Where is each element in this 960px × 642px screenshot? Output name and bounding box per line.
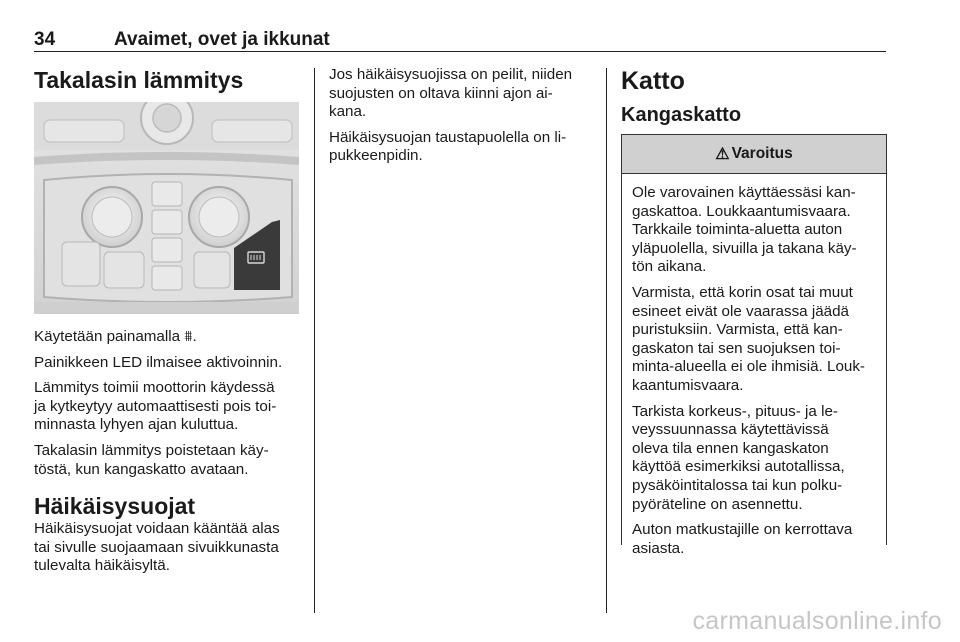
paragraph: Painikkeen LED ilmaisee aktivoinnin. [34,353,283,371]
rear-window-heating-icon: ⩩ [184,328,193,345]
chapter-title: Avaimet, ovet ja ikkunat [114,29,330,50]
section-heading-rear-window: Takalasin lämmitys [34,67,244,93]
warning-body [622,174,886,558]
column-middle [329,66,594,173]
paragraph: Käytetään painamalla ⩩. [34,328,197,345]
warning-header [622,135,886,174]
column-divider [606,68,607,613]
paragraph: Häikäisysuojan taustapuolella on li- pukkeenpidin. [329,128,567,165]
column-left [34,66,299,583]
paragraph: Jos häikäisysuojissa on peilit, niiden suojusten on oltava kiinni ajon ai- kana. [329,66,573,121]
watermark: carmanualsonline.info [692,607,942,635]
warning-triangle-icon: ⚠ [715,146,730,163]
subheading-soft-top: Kangaskatto [621,104,742,126]
column-right [621,66,887,557]
climate-control-panel-photo [34,102,299,314]
page-number: 34 [34,29,56,50]
paragraph: Takalasin lämmitys poistetaan käy- töstä, kun kangaskatto avataan. [34,441,269,478]
paragraph: Lämmitys toimii moottorin käydessä ja kytkeytyy automaattisesti pois toi- minnasta lyhyen ajan kuluttua. [34,379,277,434]
section-heading-roof: Katto [621,67,685,95]
section-heading-sun-visors: Häikäisysuojat [34,493,196,520]
paragraph: Häikäisysuojat voidaan kääntää alas tai sivulle suojaamaan sivuikkunasta tulevalta häikäisyltä. [34,520,280,575]
warning-title: Varoitus [731,145,793,162]
warning-box [621,134,887,557]
warning-paragraph: Ole varovainen käyttäessäsi kan- gaskattoa. Loukkaantumisvaara. Tarkkaile toiminta-aluetta auton yläpuolella, sivuilla ja takana käy- tön aikana. [632,184,857,276]
column-divider [314,68,315,613]
warning-paragraph: Varmista, että korin osat tai muut esineet eivät ole vaarassa jäädä puristuksiin. Varmista, että kan- gaskaton tai sen suojuksen toi- minta-alueella ei ole ihmisiä. Louk- kaantumisvaara. [632,283,865,394]
warning-paragraph: Auton matkustajille on kerrottava asiasta. [632,521,853,557]
warning-paragraph: Tarkista korkeus-, pituus- ja le- veyssuunnassa käytettävissä oleva tila ennen kangaskaton käyttöä esimerkiksi autotallissa, pysäköintitalossa tai kun polku- pyöräteline on asennettu. [632,402,845,513]
page-header [34,29,886,52]
